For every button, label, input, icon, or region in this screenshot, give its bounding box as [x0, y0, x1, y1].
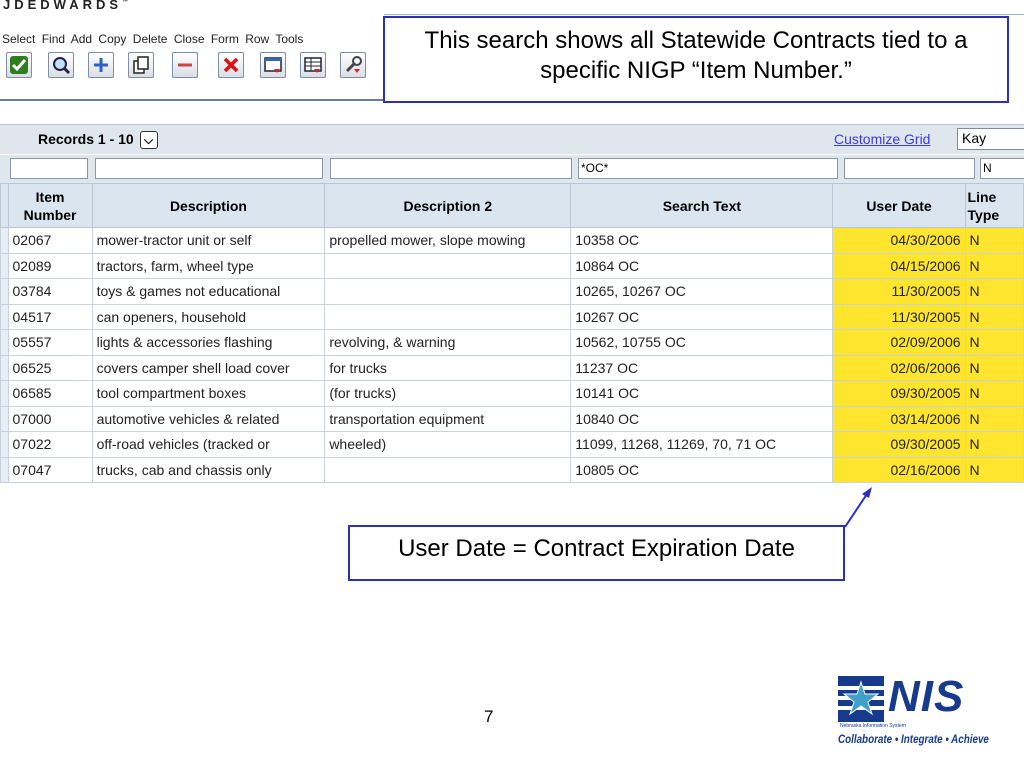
row-selector-cell: [1, 304, 9, 330]
nis-tagline: Collaborate • Integrate • Achieve: [838, 732, 989, 746]
row-selector-cell: [1, 330, 9, 356]
description-cell: trucks, cab and chassis only: [92, 457, 325, 483]
table-row[interactable]: [1, 457, 1024, 483]
description-cell: tool compartment boxes: [92, 381, 325, 407]
description-cell: automotive vehicles & related: [92, 406, 325, 432]
user-date-cell: 02/06/2006: [833, 355, 965, 381]
user-date-cell: 04/15/2006: [833, 253, 965, 279]
copy-label[interactable]: Copy: [98, 32, 127, 46]
line-type-cell: N: [965, 228, 1023, 254]
tools-label[interactable]: Tools: [275, 32, 304, 46]
form-label[interactable]: Form: [210, 32, 239, 46]
table-row[interactable]: [1, 253, 1024, 279]
table-row[interactable]: [1, 355, 1024, 381]
table-row[interactable]: [1, 279, 1024, 305]
user-date-cell: 11/30/2005: [833, 279, 965, 305]
description-filter[interactable]: [95, 158, 323, 179]
search-explanation-text: This search shows all Statewide Contracts tied to a specific NIGP “Item Number.”: [424, 27, 968, 84]
item-number-cell: 05557: [8, 330, 92, 356]
line-type-cell: N: [965, 432, 1023, 458]
form-button[interactable]: [260, 52, 286, 78]
item-number-cell: 06525: [8, 355, 92, 381]
user-date-cell: 11/30/2005: [833, 304, 965, 330]
records-indicator: [38, 131, 158, 149]
item-number-cell: 07022: [8, 432, 92, 458]
delete-label[interactable]: Delete: [132, 32, 168, 46]
description-cell: off-road vehicles (tracked or: [92, 432, 325, 458]
nis-logo-text: NIS: [888, 672, 965, 721]
row-selector-cell: [1, 355, 9, 381]
tools-button[interactable]: [340, 52, 366, 78]
description2-cell: for trucks: [325, 355, 571, 381]
find-label[interactable]: Find: [41, 32, 66, 46]
search-text-cell: 10840 OC: [571, 406, 833, 432]
tools-icon: [343, 55, 363, 75]
table-row[interactable]: [1, 381, 1024, 407]
description2-filter[interactable]: [330, 158, 572, 179]
user-date-cell: 02/09/2006: [833, 330, 965, 356]
line-type-cell: N: [965, 253, 1023, 279]
find-icon: [51, 55, 71, 75]
jde-logo-text: JDEDWARDS: [3, 0, 123, 12]
item-number-cell: 07000: [8, 406, 92, 432]
row-selector-cell: [1, 457, 9, 483]
description2-header[interactable]: Description 2: [325, 184, 571, 228]
search-text-cell: 10805 OC: [571, 457, 833, 483]
add-icon: [91, 55, 111, 75]
line-type-cell: N: [965, 304, 1023, 330]
row-selector-cell: [1, 279, 9, 305]
description2-cell: propelled mower, slope mowing: [325, 228, 571, 254]
item-number-cell: 06585: [8, 381, 92, 407]
close-button[interactable]: [218, 52, 244, 78]
line-type-header[interactable]: Line Type: [965, 184, 1023, 228]
row-button[interactable]: [300, 52, 326, 78]
table-row[interactable]: [1, 330, 1024, 356]
table-row[interactable]: [1, 228, 1024, 254]
line-type-cell: N: [965, 279, 1023, 305]
line-type-cell: N: [965, 406, 1023, 432]
toolbar-divider: [0, 99, 384, 101]
user-date-callout: [348, 525, 845, 581]
row-selector-cell: [1, 228, 9, 254]
table-row[interactable]: [1, 432, 1024, 458]
search-text-cell: 10864 OC: [571, 253, 833, 279]
checkmark-icon: [9, 55, 29, 75]
description2-cell: transportation equipment: [325, 406, 571, 432]
results-grid: [0, 183, 1024, 483]
line-type-cell: N: [965, 330, 1023, 356]
description2-cell: wheeled): [325, 432, 571, 458]
line-type-cell: N: [965, 381, 1023, 407]
row-icon: [303, 55, 323, 75]
page-number: 7: [484, 707, 494, 726]
search-text-cell: 10562, 10755 OC: [571, 330, 833, 356]
select-button[interactable]: [6, 52, 32, 78]
row-selector-cell: [1, 432, 9, 458]
user-date-filter[interactable]: [844, 158, 975, 179]
records-dropdown-button[interactable]: [140, 131, 158, 149]
key-select[interactable]: Kay: [957, 128, 1024, 150]
item-number-cell: 03784: [8, 279, 92, 305]
user-date-header[interactable]: User Date: [833, 184, 965, 228]
find-button[interactable]: [48, 52, 74, 78]
copy-button[interactable]: [128, 52, 154, 78]
add-label[interactable]: Add: [70, 32, 93, 46]
row-selector-cell: [1, 406, 9, 432]
user-date-cell: 09/30/2005: [833, 432, 965, 458]
description2-cell: [325, 253, 571, 279]
nis-logo: [838, 674, 994, 754]
user-date-cell: 02/16/2006: [833, 457, 965, 483]
user-date-cell: 03/14/2006: [833, 406, 965, 432]
delete-icon: [175, 55, 195, 75]
row-selector-header: [1, 184, 9, 228]
line-type-filter[interactable]: N: [980, 158, 1024, 179]
search-explanation-callout: [383, 16, 1009, 103]
description-cell: toys & games not educational: [92, 279, 325, 305]
user-date-cell: 09/30/2005: [833, 381, 965, 407]
item-number-cell: 02089: [8, 253, 92, 279]
nis-star-icon: [838, 676, 886, 724]
item-number-cell: 07047: [8, 457, 92, 483]
copy-icon: [131, 55, 151, 75]
description-cell: covers camper shell load cover: [92, 355, 325, 381]
search-text-cell: 10267 OC: [571, 304, 833, 330]
item-number-cell: 02067: [8, 228, 92, 254]
line-type-cell: N: [965, 355, 1023, 381]
search-text-cell: 11099, 11268, 11269, 70, 71 OC: [571, 432, 833, 458]
search-text-header[interactable]: Search Text: [571, 184, 833, 228]
table-row[interactable]: [1, 406, 1024, 432]
jde-logo: JDEDWARDS™: [3, 0, 128, 12]
search-text-cell: 10265, 10267 OC: [571, 279, 833, 305]
row-selector-cell: [1, 381, 9, 407]
description2-cell: [325, 304, 571, 330]
line-type-cell: N: [965, 457, 1023, 483]
select-label[interactable]: Select: [2, 32, 36, 46]
row-label[interactable]: Row: [245, 32, 270, 46]
form-icon: [263, 55, 283, 75]
records-label: Records 1 - 10: [38, 131, 134, 147]
item-number-cell: 04517: [8, 304, 92, 330]
description-cell: can openers, household: [92, 304, 325, 330]
close-label[interactable]: Close: [173, 32, 205, 46]
search-text-cell: 10358 OC: [571, 228, 833, 254]
grid-header-bar: [0, 124, 1024, 154]
description-header[interactable]: Description: [92, 184, 325, 228]
grid-header-row: [1, 184, 1024, 228]
close-icon: [221, 55, 241, 75]
add-button[interactable]: [88, 52, 114, 78]
item-number-header[interactable]: Item Number: [8, 184, 92, 228]
description2-cell: (for trucks): [325, 381, 571, 407]
row-selector-cell: [1, 253, 9, 279]
item-number-filter[interactable]: [10, 158, 88, 179]
toolbar-labels: [2, 32, 306, 46]
user-date-explanation: User Date = Contract Expiration Date: [398, 535, 795, 562]
description-cell: tractors, farm, wheel type: [92, 253, 325, 279]
description-cell: lights & accessories flashing: [92, 330, 325, 356]
user-date-cell: 04/30/2006: [833, 228, 965, 254]
toolbar: [0, 14, 384, 87]
description-cell: mower-tractor unit or self: [92, 228, 325, 254]
customize-grid-link[interactable]: Customize Grid: [834, 131, 931, 147]
table-row[interactable]: [1, 304, 1024, 330]
filter-row: [0, 155, 1024, 183]
description2-cell: [325, 279, 571, 305]
chevron-down-icon: ⌵: [144, 133, 154, 148]
description2-cell: [325, 457, 571, 483]
description2-cell: revolving, & warning: [325, 330, 571, 356]
search-text-cell: 11237 OC: [571, 355, 833, 381]
nis-logo-subtitle: Nebraska Information System: [840, 723, 906, 729]
search-text-cell: 10141 OC: [571, 381, 833, 407]
delete-button[interactable]: [172, 52, 198, 78]
search-text-filter[interactable]: *OC*: [578, 158, 838, 179]
